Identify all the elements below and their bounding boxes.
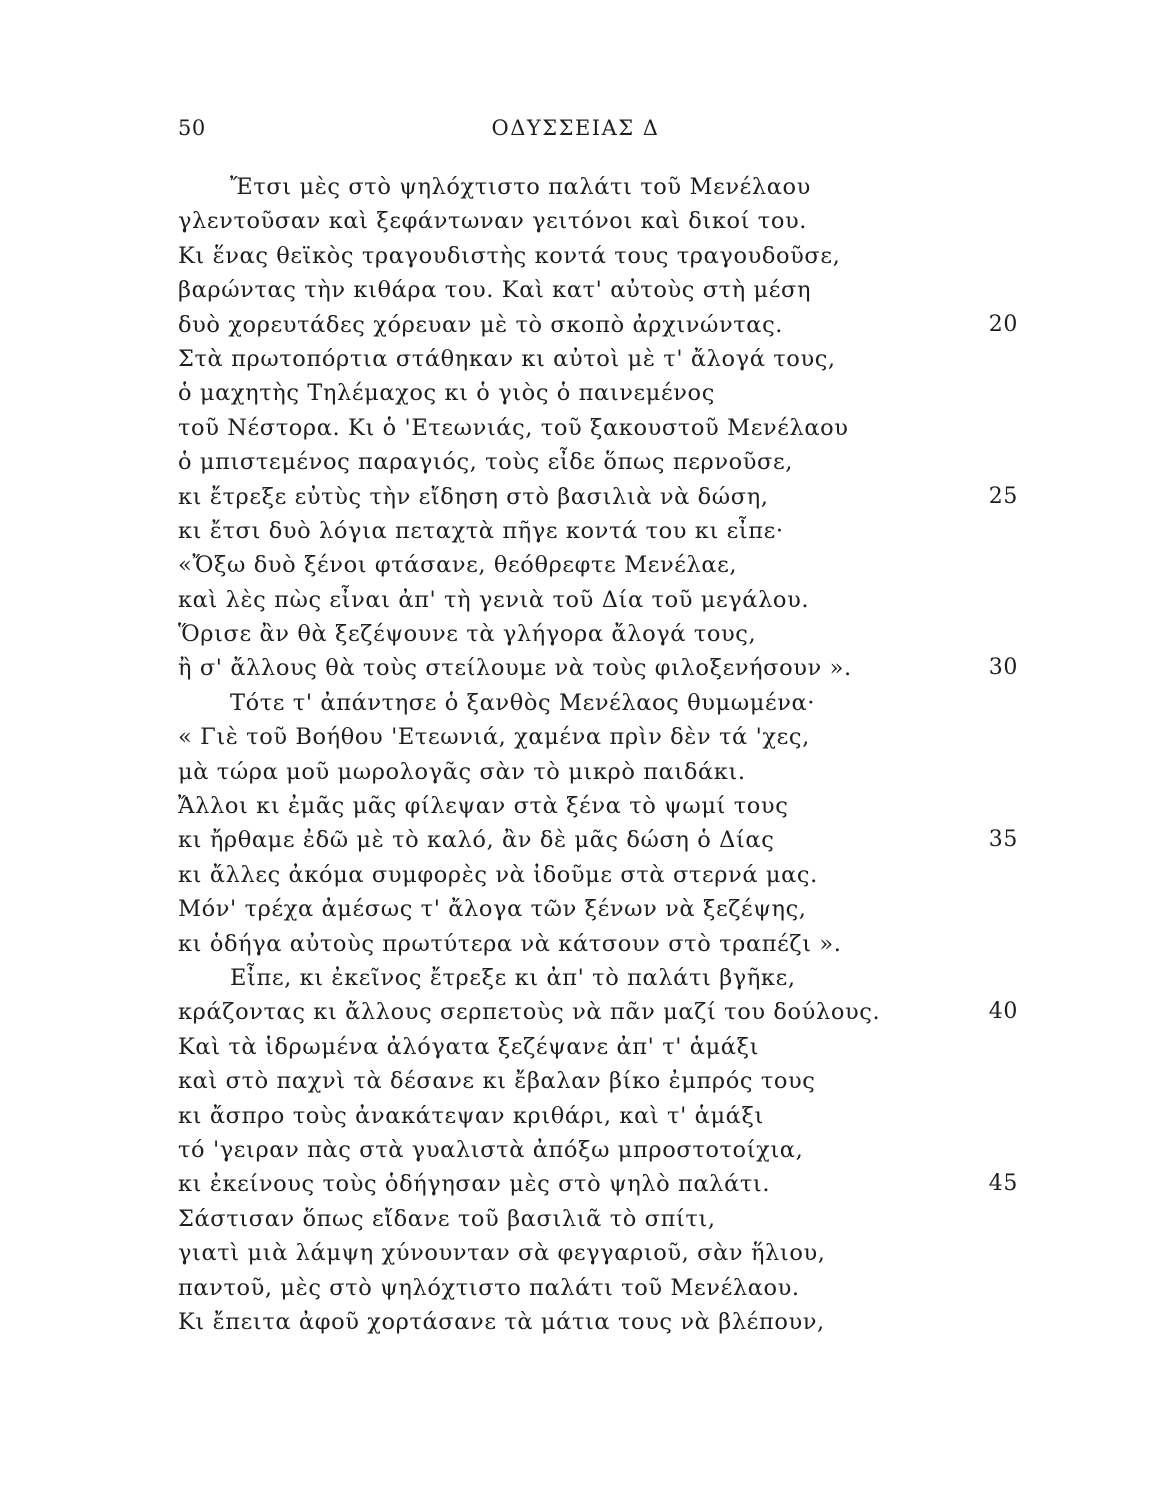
poem-line <box>178 411 1018 445</box>
poem-line <box>178 445 1018 479</box>
poem-line <box>178 1099 1018 1133</box>
poem-line <box>178 548 1018 582</box>
poem-line-text: κι ὁδήγα αὐτοὺς πρωτύτερα νὰ κάτσουν στὸ τραπέζι ». <box>178 930 842 957</box>
poem-line-text: Ἔτσι μὲς στὸ ψηλόχτιστο παλάτι τοῦ Μενέλαου <box>230 174 811 200</box>
poem-line-text: Ὅρισε ἂν θὰ ξεζέψουνε τὰ γλήγορα ἄλογά τους, <box>178 621 757 648</box>
poem-line <box>178 1133 1018 1167</box>
poem-line <box>178 239 1018 273</box>
poem-line-text: καὶ λὲς πὼς εἶναι ἀπ' τὴ γενιὰ τοῦ Δία τοῦ μεγάλου. <box>178 586 810 613</box>
poem-line-text: Τότε τ' ἀπάντησε ὁ ξανθὸς Μενέλαος θυμωμένα· <box>230 689 816 716</box>
poem-line <box>178 1167 1018 1201</box>
poem-body <box>178 170 1018 1339</box>
page-number: 50 <box>178 116 206 140</box>
poem-line-text: Στὰ πρωτοπόρτια στάθηκαν κι αὐτοὶ μὲ τ' ἄλογά τους, <box>178 345 836 372</box>
poem-line-text: Ἄλλοι κι ἐμᾶς μᾶς φίλεψαν στὰ ξένα τὸ ψωμί τους <box>178 793 789 820</box>
poem-line <box>178 308 1018 342</box>
poem-line-text: παντοῦ, μὲς στὸ ψηλόχτιστο παλάτι τοῦ Μενέλαου. <box>178 1274 800 1301</box>
poem-line <box>178 342 1018 376</box>
poem-line <box>178 583 1018 617</box>
poem-line-text: βαρώντας τὴν κιθάρα του. Καὶ κατ' αὐτοὺς στὴ μέση <box>178 277 812 304</box>
poem-line <box>178 514 1018 548</box>
poem-line <box>178 995 1018 1029</box>
poem-line <box>178 1271 1018 1305</box>
poem-line-text: Μόν' τρέχα ἀμέσως τ' ἄλογα τῶν ξένων νὰ ξεζέψης, <box>178 896 807 923</box>
poem-line-text: τό 'γειραν πὰς στὰ γυαλιστὰ ἀπόξω μπροστοτοίχια, <box>178 1136 804 1163</box>
line-number: 35 <box>988 827 1018 853</box>
poem-line-text: ὁ μπιστεμένος παραγιός, τοὺς εἶδε ὅπως περνοῦσε, <box>178 449 794 476</box>
line-number: 30 <box>988 655 1018 681</box>
poem-line <box>178 858 1018 892</box>
poem-line <box>178 1030 1018 1064</box>
poem-line-text: «Ὄξω δυὸ ξένοι φτάσανε, θεόθρεφτε Μενέλαε, <box>178 552 738 579</box>
poem-line <box>178 961 1018 995</box>
poem-line-text: κράζοντας κι ἄλλους σερπετοὺς νὰ πᾶν μαζί του δούλους. <box>178 999 881 1026</box>
poem-line <box>178 204 1018 238</box>
poem-line-text: δυὸ χορευτάδες χόρευαν μὲ τὸ σκοπὸ ἀρχινώντας. <box>178 311 784 338</box>
poem-line <box>178 720 1018 754</box>
poem-line <box>178 1236 1018 1270</box>
poem-line <box>178 1305 1018 1339</box>
poem-line <box>178 617 1018 651</box>
poem-line <box>178 755 1018 789</box>
poem-line-text: γιατὶ μιὰ λάμψη χύνουνταν σὰ φεγγαριοῦ, σὰν ἥλιου, <box>178 1240 826 1267</box>
poem-line <box>178 927 1018 961</box>
poem-line <box>178 273 1018 307</box>
poem-line <box>178 1064 1018 1098</box>
poem-line-text: « Γιὲ τοῦ Βοήθου 'Ετεωνιά, χαμένα πρὶν δὲν τά 'χες, <box>178 724 810 751</box>
poem-line-text: γλεντοῦσαν καὶ ξεφάντωναν γειτόνοι καὶ δικοί του. <box>178 208 808 235</box>
poem-line <box>178 480 1018 514</box>
poem-line <box>178 651 1018 685</box>
poem-line <box>178 170 1018 204</box>
poem-line-text: ὁ μαχητὴς Τηλέμαχος κι ὁ γιὸς ὁ παινεμένος <box>178 380 715 407</box>
poem-line <box>178 789 1018 823</box>
poem-line-text: κι ἔτσι δυὸ λόγια πεταχτὰ πῆγε κοντά του κι εἶπε· <box>178 517 784 544</box>
poem-line <box>178 1202 1018 1236</box>
poem-line-text: Σάστισαν ὅπως εἴδανε τοῦ βασιλιᾶ τὸ σπίτι, <box>178 1205 716 1232</box>
poem-line-text: καὶ στὸ παχνὶ τὰ δέσανε κι ἔβαλαν βίκο ἐμπρός τους <box>178 1068 816 1095</box>
line-number: 45 <box>988 1171 1018 1197</box>
poem-line <box>178 823 1018 857</box>
poem-line-text: Καὶ τὰ ἱδρωμένα ἀλόγατα ξεζέψανε ἀπ' τ' ἁμάξι <box>178 1033 760 1060</box>
poem-line <box>178 376 1018 410</box>
poem-line-text: Εἶπε, κι ἐκεῖνος ἔτρεξε κι ἀπ' τὸ παλάτι βγῆκε, <box>230 964 796 991</box>
poem-line <box>178 686 1018 720</box>
page-header-title: ΟΔΥΣΣΕΙΑΣ Δ <box>491 116 660 140</box>
poem-line-text: Κι ἔπειτα ἀφοῦ χορτάσανε τὰ μάτια τους νὰ βλέπουν, <box>178 1308 825 1335</box>
poem-line-text: κι ἄσπρο τοὺς ἀνακάτεψαν κριθάρι, καὶ τ' ἁμάξι <box>178 1102 764 1129</box>
poem-line <box>178 892 1018 926</box>
line-number: 20 <box>988 311 1018 337</box>
poem-line-text: κι ἔτρεξε εὐτὺς τὴν εἴδηση στὸ βασιλιὰ νὰ δώση, <box>178 483 769 510</box>
poem-line-text: ἢ σ' ἄλλους θὰ τοὺς στείλουμε νὰ τοὺς φιλοξενήσουν ». <box>178 655 852 682</box>
poem-line-text: Κι ἕνας θεϊκὸς τραγουδιστὴς κοντά τους τραγουδοῦσε, <box>178 242 841 269</box>
poem-line-text: κι ἐκείνους τοὺς ὁδήγησαν μὲς στὸ ψηλὸ παλάτι. <box>178 1171 771 1198</box>
poem-line-text: κι ἄλλες ἀκόμα συμφορὲς νὰ ἰδοῦμε στὰ στερνά μας. <box>178 861 818 888</box>
poem-line-text: τοῦ Νέστορα. Κι ὁ 'Ετεωνιάς, τοῦ ξακουστοῦ Μενέλαου <box>178 414 849 441</box>
poem-line-text: κι ἤρθαμε ἐδῶ μὲ τὸ καλό, ἂν δὲ μᾶς δώση ὁ Δίας <box>178 827 775 854</box>
poem-line-text: μὰ τώρα μοῦ μωρολογᾶς σὰν τὸ μικρὸ παιδάκι. <box>178 758 746 785</box>
line-number: 40 <box>988 999 1018 1025</box>
line-number: 25 <box>988 483 1018 509</box>
